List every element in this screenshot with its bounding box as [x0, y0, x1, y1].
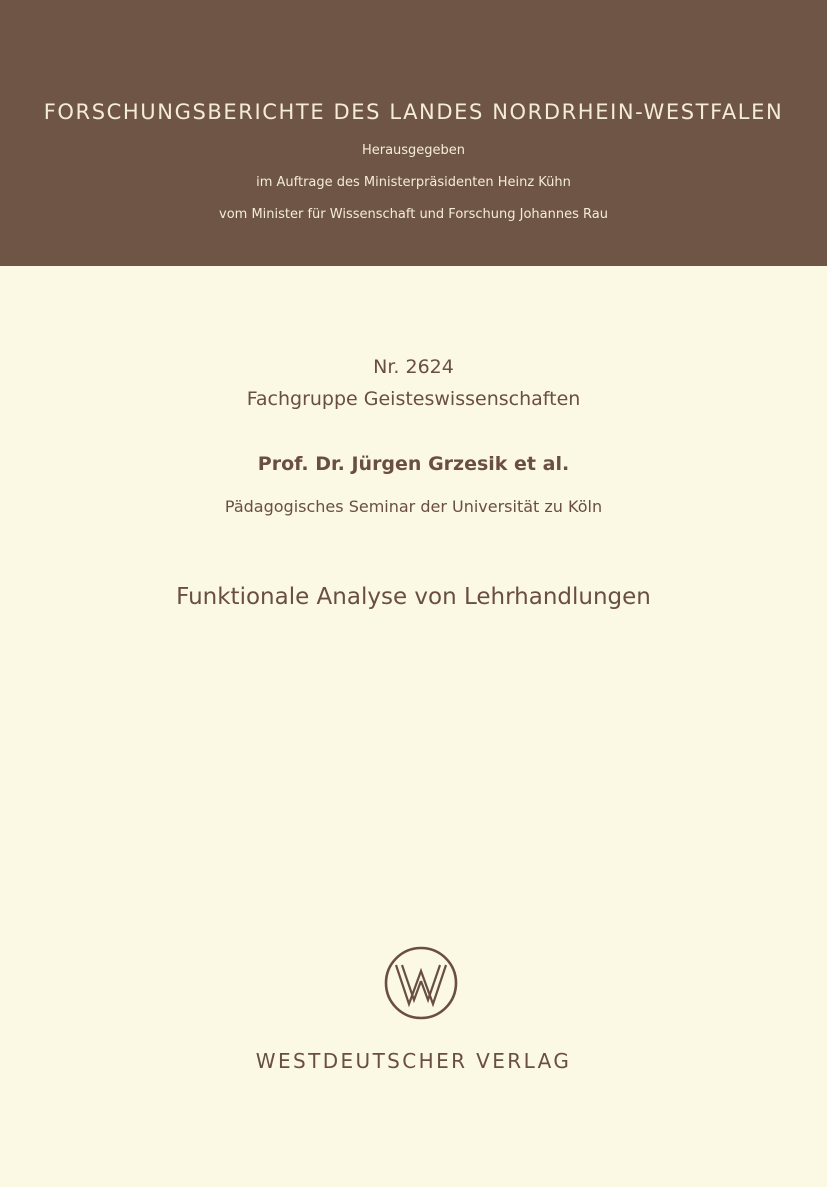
header-band	[0, 0, 827, 266]
series-title: FORSCHUNGSBERICHTE DES LANDES NORDRHEIN-WESTFALEN	[43, 100, 784, 124]
author: Prof. Dr. Jürgen Grzesik et al.	[257, 453, 570, 475]
editor-line-herausgegeben: Herausgegeben	[361, 143, 466, 158]
editor-line-ministerpraesident: im Auftrage des Ministerpräsidenten Heinz Kühn	[256, 175, 571, 190]
book-title: Funktionale Analyse von Lehrhandlungen	[176, 584, 651, 610]
institution: Pädagogisches Seminar der Universität zu Köln	[224, 497, 603, 516]
publisher-name: WESTDEUTSCHER VERLAG	[255, 1049, 572, 1073]
subject-group: Fachgruppe Geisteswissenschaften	[246, 388, 581, 410]
westdeutscher-verlag-ww-logo-icon	[384, 946, 458, 1020]
report-number: Nr. 2624	[373, 356, 454, 378]
editor-line-minister: vom Minister für Wissenschaft und Forschung Johannes Rau	[219, 207, 608, 222]
